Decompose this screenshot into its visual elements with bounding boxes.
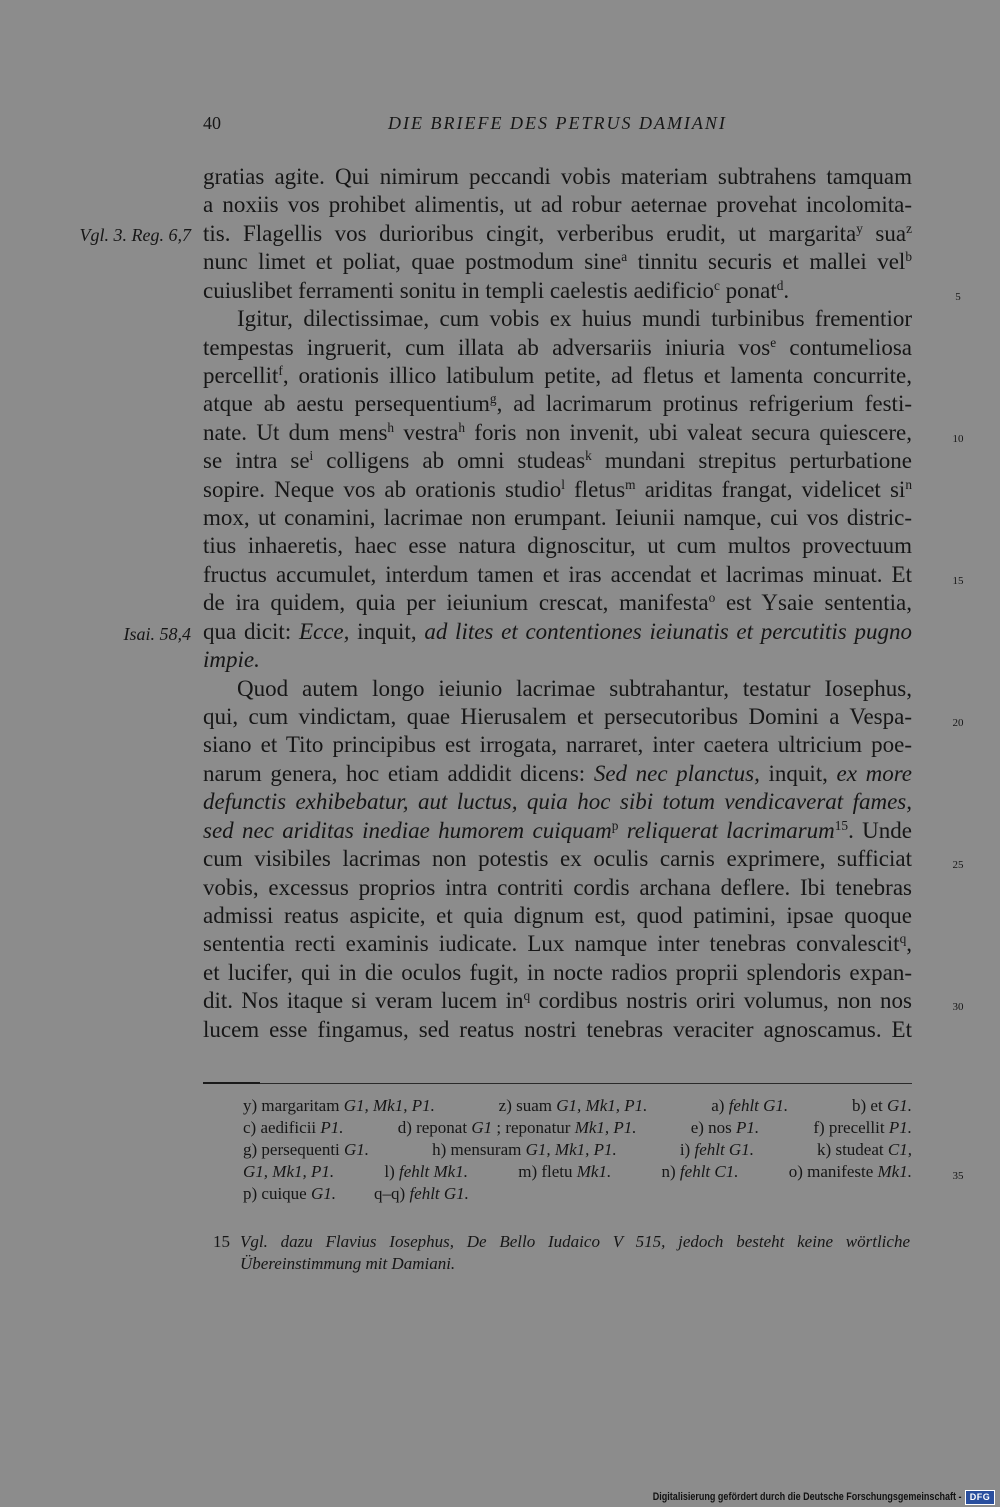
apparatus-entry	[817, 1139, 912, 1161]
apparatus-entry	[243, 1095, 435, 1117]
variant-reading: l)	[384, 1162, 400, 1181]
note-call: h	[458, 419, 465, 435]
italic-text: ex more	[836, 760, 912, 786]
note-call: n	[905, 476, 912, 492]
text-run: gratias agite. Qui nimirum peccandi vobis materiam subtrahens tamquam	[203, 164, 912, 189]
page-number: 40	[203, 113, 221, 133]
text-line	[203, 845, 912, 873]
note-call: f	[278, 362, 283, 378]
apparatus-line	[243, 1183, 912, 1205]
footnote-line: Übereinstimmung mit Damiani.	[240, 1254, 456, 1273]
text-line	[203, 504, 912, 532]
apparatus-line	[243, 1117, 912, 1139]
text-run: admissi reatus aspicite, et quia dignum est, quod patimini, ipsae quoque	[203, 902, 912, 928]
note-call: l	[561, 476, 565, 492]
variant-reading: c) aedificii	[243, 1118, 321, 1137]
variant-reading: a)	[711, 1096, 729, 1115]
note-call: 15	[834, 817, 849, 833]
italic-text: Ecce,	[298, 618, 350, 644]
dfg-logo: DFG	[965, 1490, 995, 1505]
variant-reading: f) precellit	[813, 1118, 889, 1137]
footnote-text	[240, 1231, 910, 1275]
note-call: e	[770, 334, 777, 350]
text-run: percellit	[203, 362, 279, 388]
critical-apparatus	[243, 1095, 912, 1205]
manuscript-siglum: G1, Mk1, P1.	[243, 1162, 335, 1181]
text-run: inquit,	[759, 760, 837, 786]
line-number: 15	[952, 575, 964, 587]
text-run: tius inhaeretis, haec esse natura dignoscitur, ut cum multos provectuum	[203, 533, 912, 559]
text-line	[203, 362, 912, 390]
manuscript-siglum: fehlt G1.	[728, 1096, 789, 1115]
apparatus-entry	[518, 1161, 611, 1183]
variant-reading: z) suam	[498, 1096, 557, 1115]
text-run: cordibus nostris oriri volumus, non nos	[530, 988, 912, 1014]
manuscript-siglum: fehlt Mk1.	[399, 1162, 468, 1181]
body-text	[203, 163, 912, 1044]
text-line	[203, 476, 912, 504]
apparatus-entry	[852, 1095, 912, 1117]
note-call: b	[905, 249, 912, 265]
text-run: de ira quidem, quia per ieiunium crescat, manifesta	[203, 590, 709, 616]
apparatus-entry	[384, 1161, 468, 1183]
text-line	[203, 390, 912, 418]
running-title: DIE BRIEFE DES PETRUS DAMIANI	[388, 113, 727, 133]
variant-reading: q–q)	[374, 1184, 410, 1203]
text-run: . Unde	[848, 817, 912, 843]
text-run: sopire. Neque vos ab orationis studio	[203, 476, 562, 502]
text-run: se intra se	[203, 448, 310, 474]
text-run: sua	[862, 220, 907, 246]
line-number: 5	[955, 291, 961, 303]
text-line	[203, 959, 912, 987]
note-call: z	[906, 220, 912, 236]
text-run: narum genera, hoc etiam addidit dicens:	[203, 760, 594, 786]
note-call: a	[621, 249, 628, 265]
note-call: q	[899, 931, 907, 947]
text-line	[203, 874, 912, 902]
text-line	[203, 305, 912, 333]
variant-reading: k) studeat	[817, 1140, 888, 1159]
manuscript-siglum: C1,	[887, 1140, 912, 1159]
text-line	[203, 731, 912, 759]
note-call: m	[625, 476, 636, 492]
line-number: 35	[952, 1170, 964, 1182]
variant-reading: m) fletu	[518, 1162, 577, 1181]
variant-reading: b) et	[852, 1096, 887, 1115]
text-line	[203, 987, 912, 1015]
manuscript-siglum: G1.	[886, 1096, 912, 1115]
text-run: fletus	[564, 476, 626, 502]
variant-reading: i)	[679, 1140, 695, 1159]
apparatus-entry	[243, 1117, 344, 1139]
text-run: cuiuslibet ferramenti sonitu in templi caelestis aedificio	[203, 277, 714, 303]
text-run: sententia recti examinis iudicate. Lux namque inter tenebras convalescit	[203, 931, 900, 957]
variant-reading: e) nos	[690, 1118, 737, 1137]
text-line	[203, 334, 912, 362]
text-run: est Ysaie sententia,	[715, 590, 912, 616]
text-run: Igitur, dilectissimae, cum vobis ex huius mundi turbinibus frementior	[237, 306, 912, 332]
italic-text: reliquerat lacrimarum	[618, 817, 835, 843]
manuscript-siglum: P1.	[736, 1118, 760, 1137]
digitization-credit: Digitalisierung gefördert durch die Deutsche Forschungsgemeinschaft -	[653, 1491, 962, 1503]
line-number: 25	[952, 859, 964, 871]
text-run: ariditas frangat, videlicet si	[635, 476, 906, 502]
text-line	[203, 248, 912, 276]
line-number: 20	[952, 717, 964, 729]
text-line	[203, 561, 912, 589]
manuscript-siglum: Mk1.	[576, 1162, 612, 1181]
italic-text: defunctis exhibebatur, aut luctus, quia hoc sibi totum vendicaverat fames,	[203, 789, 912, 815]
italic-text: ad lites et contentiones ieiunatis et percutitis pugno	[424, 618, 913, 644]
manuscript-siglum: G1.	[344, 1140, 370, 1159]
variant-reading: y) margaritam	[243, 1096, 344, 1115]
text-run: et lucifer, qui in die oculos fugit, in nocte radios proprii splendoris expan-	[203, 959, 912, 985]
text-run: inquit,	[349, 618, 425, 644]
text-run: vestra	[394, 419, 459, 445]
text-run: colligens ab omni studeas	[313, 448, 586, 474]
note-call: d	[776, 277, 784, 293]
margin-note-bible-reference: Vgl. 3. Reg. 6,7	[79, 225, 191, 245]
note-call: g	[489, 391, 497, 407]
text-run: nunc limet et poliat, quae postmodum sine	[203, 249, 622, 275]
text-run: cum visibiles lacrimas non potestis ex oculis carnis exprimere, sufficiat	[203, 846, 912, 872]
apparatus-entry	[662, 1161, 739, 1183]
text-run: vobis, excessus proprios intra contriti cordis archana deflere. Ibi tenebras	[203, 874, 912, 900]
text-run: qua dicit:	[203, 618, 299, 644]
line-number: 10	[952, 433, 964, 445]
footnote-rule	[203, 1083, 912, 1084]
apparatus-entry	[374, 1183, 469, 1205]
variant-reading: ; reponatur	[492, 1118, 575, 1137]
manuscript-siglum: P1.	[888, 1118, 912, 1137]
text-line	[203, 447, 912, 475]
manuscript-siglum: G1, Mk1, P1.	[556, 1096, 648, 1115]
text-run: foris non invenit, ubi valeat secura quiescere,	[464, 419, 913, 445]
text-line	[203, 703, 912, 731]
note-call: c	[713, 277, 720, 293]
apparatus-entry	[680, 1139, 754, 1161]
text-run: , orationis illico latibulum petite, ad fletus et lamenta concurrite,	[282, 362, 912, 388]
manuscript-siglum: G1, Mk1, P1.	[343, 1096, 435, 1115]
variant-reading: p) cuique	[243, 1184, 311, 1203]
text-line	[203, 618, 912, 646]
text-run: qui, cum vindictam, quae Hierusalem et persecutoribus Domini a Vespa-	[203, 704, 912, 730]
manuscript-siglum: Mk1.	[877, 1162, 912, 1181]
apparatus-entry	[789, 1161, 912, 1183]
manuscript-siglum: fehlt G1.	[694, 1140, 754, 1159]
manuscript-siglum: G1	[471, 1118, 493, 1137]
manuscript-siglum: fehlt G1.	[409, 1184, 469, 1203]
apparatus-entry	[398, 1117, 637, 1139]
footnote-number: 15	[213, 1232, 230, 1251]
note-call: q	[523, 988, 531, 1004]
italic-text: sed nec ariditas inediae humorem cuiquam	[203, 817, 612, 843]
manuscript-siglum: P1.	[320, 1118, 344, 1137]
text-line	[203, 817, 912, 845]
apparatus-line	[243, 1139, 912, 1161]
apparatus-line	[243, 1095, 912, 1117]
text-run: mox, ut conamini, lacrimae non erumpant. Ieiunii namque, cui vos distric-	[203, 505, 912, 531]
text-run: tis. Flagellis vos durioribus cingit, verberibus erudit, ut margarita	[203, 220, 857, 246]
apparatus-entry	[499, 1095, 648, 1117]
apparatus-entry	[243, 1139, 369, 1161]
apparatus-entry	[243, 1161, 334, 1183]
text-run: ponat	[719, 277, 777, 303]
note-call: k	[585, 448, 592, 464]
text-run: a noxiis vos prohibet alimentis, ut ad robur aeternae provehat incolomita-	[203, 192, 912, 218]
apparatus-entry	[691, 1117, 759, 1139]
apparatus-entry	[243, 1183, 336, 1205]
italic-text: impie.	[203, 647, 260, 673]
text-run: mundani strepitus perturbatione	[591, 448, 912, 474]
text-line	[203, 419, 912, 447]
text-line	[203, 1016, 912, 1044]
apparatus-line	[243, 1161, 912, 1183]
variant-reading: g) persequenti	[243, 1140, 345, 1159]
manuscript-siglum: G1.	[310, 1184, 337, 1203]
apparatus-entry	[813, 1117, 912, 1139]
manuscript-siglum: Mk1, P1.	[574, 1118, 637, 1137]
text-run: fructus accumulet, interdum tamen et iras accendat et lacrimas minuat. Et	[203, 561, 912, 587]
variant-reading: n)	[661, 1162, 680, 1181]
text-run: atque ab aestu persequentium	[203, 391, 490, 417]
footnote-line: Vgl. dazu Flavius Iosephus, De Bello Iudaico V 515, jedoch besteht keine wörtliche	[240, 1232, 910, 1251]
text-run: nate. Ut dum mens	[203, 419, 388, 445]
variant-reading: h) mensuram	[432, 1140, 526, 1159]
manuscript-siglum: fehlt C1.	[679, 1162, 739, 1181]
apparatus-entry	[711, 1095, 788, 1117]
footnote-rule-lead	[203, 1082, 260, 1084]
text-line	[203, 220, 912, 248]
text-run: siano et Tito principibus est irrogata, narraret, inter caetera ultricium poe-	[203, 732, 912, 758]
text-run: .	[783, 277, 790, 303]
variant-reading: d) reponat	[397, 1118, 472, 1137]
margin-note-bible-reference: Isai. 58,4	[123, 624, 191, 644]
text-run: lucem esse fingamus, sed reatus nostri tenebras veraciter agnoscamus. Et	[203, 1016, 912, 1042]
note-call: p	[611, 817, 619, 833]
text-line	[203, 788, 912, 816]
note-call: y	[856, 220, 863, 236]
text-line	[203, 760, 912, 788]
text-line	[203, 646, 912, 674]
text-line	[203, 675, 912, 703]
variant-reading: o) manifeste	[788, 1162, 878, 1181]
text-line	[203, 589, 912, 617]
text-line	[203, 191, 912, 219]
text-run: , ad lacrimarum protinus refrigerium festi-	[496, 391, 912, 417]
text-line	[203, 532, 912, 560]
text-line	[203, 902, 912, 930]
text-run: dit. Nos itaque si veram lucem in	[203, 988, 524, 1014]
apparatus-entry	[432, 1139, 617, 1161]
text-run: contumeliosa	[776, 334, 912, 360]
text-line	[203, 277, 912, 305]
line-number: 30	[952, 1001, 964, 1013]
manuscript-siglum: G1, Mk1, P1.	[525, 1140, 617, 1159]
note-call: i	[309, 448, 314, 464]
text-line	[203, 163, 912, 191]
text-line	[203, 930, 912, 958]
text-run: Quod autem longo ieiunio lacrimae subtrahantur, testatur Iosephus,	[237, 675, 912, 701]
note-call: h	[387, 419, 395, 435]
italic-text: Sed nec planctus,	[593, 760, 760, 786]
text-run: tempestas ingruerit, cum illata ab adversariis iniuria vos	[203, 334, 771, 360]
note-call: o	[708, 590, 716, 606]
text-run: ,	[906, 931, 912, 957]
text-run: tinnitu securis et mallei vel	[627, 249, 906, 275]
